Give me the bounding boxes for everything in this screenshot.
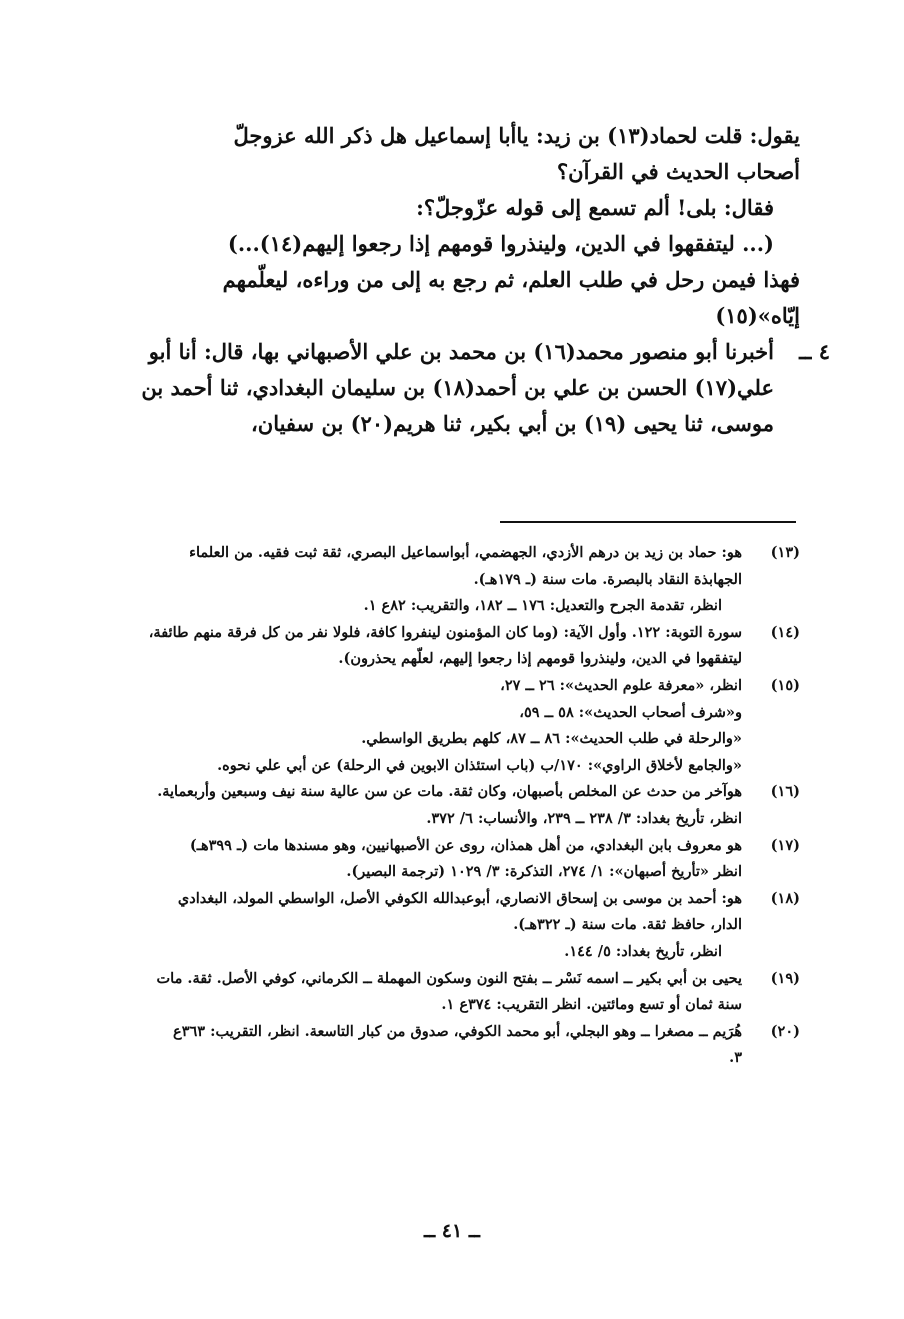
footnote-14 — [110, 620, 800, 673]
footnote-line: هو: أحمد بن موسى بن إسحاق الانصاري، أبوعبدالله الكوفي الأصل، الواسطي المولد، البغدادي — [177, 889, 742, 907]
footnote-line: «والرحلة في طلب الحديث»: ٨٦ ــ ٨٧، كلهم بطريق الواسطي. — [361, 730, 742, 748]
footnote-line: هُرَيم ــ مصغرا ــ وهو البجلي، أبو محمد الكوفي، صدوق من كبار التاسعة. انظر، التقريب: ٣٦٣ع — [173, 1022, 742, 1040]
page-number: ــ ٤١ ــ — [424, 1220, 480, 1242]
paragraph-4-line-2: إيّاه»(١٥) — [715, 303, 800, 328]
footnote-number: (١٧) — [770, 836, 800, 854]
footnote-17 — [110, 833, 800, 886]
paragraph-1-line-1: يقول: قلت لحماد(١٣) بن زيد: ياأبا إسماعيل هل ذكر الله عزوجلّ — [233, 123, 800, 148]
footnote-line: انظر، تأريخ بغداد: ٣/ ٢٣٨ ــ ٢٣٩، والأنساب: ٦/ ٣٧٢. — [426, 809, 742, 827]
footnote-line: انظر، تقدمة الجرح والتعديل: ١٧٦ ــ ١٨٢، والتقريب: ٨٢ع ١. — [363, 597, 722, 615]
paragraph-4-line-1: فهذا فيمن رحل في طلب العلم، ثم رجع به إلى من وراءه، ليعلّمهم — [222, 267, 800, 292]
item-4-line-1: أخبرنا أبو منصور محمد(١٦) بن محمد بن علي الأصبهاني بها، قال: أنا أبو — [148, 339, 774, 364]
footnote-number: (١٦) — [770, 783, 800, 801]
footnote-number: (١٩) — [770, 969, 800, 987]
footnote-line: هوآخر من حدث عن المخلص بأصبهان، وكان ثقة. مات عن سن عالية سنة نيف وسبعين وأربعماية. — [157, 783, 742, 801]
main-text — [110, 118, 830, 442]
footnote-line: انظر «تأريخ أصبهان»: ١/ ٢٧٤، التذكرة: ٣/ ١٠٢٩ (ترجمة البصير). — [346, 863, 742, 881]
footnote-13 — [110, 540, 800, 620]
footnote-number: (١٨) — [770, 889, 800, 907]
footnote-separator — [500, 521, 796, 523]
footnote-16 — [110, 779, 800, 832]
item-number: ٤ ــ — [799, 339, 830, 364]
item-4-line-2: علي(١٧) الحسن بن علي بن أحمد(١٨) بن سليمان البغدادي، ثنا أحمد بن — [141, 375, 774, 400]
item-4-line-3: موسى، ثنا يحيى (١٩) بن أبي بكير، ثنا هريم(٢٠) بن سفيان، — [251, 411, 774, 436]
paragraph-2: فقال: بلى! ألم تسمع إلى قوله عزّوجلّ؟: — [416, 195, 774, 220]
footnote-18 — [110, 886, 800, 966]
footnote-line: هو: حماد بن زيد بن درهم الأزدي، الجهضمي، أبواسماعيل البصري، ثقة ثبت فقيه. من العلماء — [189, 544, 742, 561]
footnote-line: «والجامع لأخلاق الراوي»: ١٧٠/ب (باب استئذان الابوين في الرحلة) عن أبي علي نحوه. — [217, 756, 742, 774]
footnote-15 — [110, 673, 800, 779]
footnote-line: سنة ثمان أو تسع ومائتين. انظر التقريب: ٣٧٤ع ١. — [441, 996, 742, 1014]
footnote-19 — [110, 966, 800, 1019]
footnote-line: الدار، حافظ ثقة. مات سنة (ـ ٣٢٢هـ). — [513, 916, 742, 934]
footnote-line: الجهابذة النقاد بالبصرة. مات سنة (ـ ١٧٩هـ). — [473, 570, 742, 588]
footnote-number: (٢٠) — [770, 1022, 800, 1040]
quran-verse: (... ليتفقهوا في الدين، ولينذروا قومهم إذا رجعوا إليهم(١٤)...) — [227, 231, 774, 256]
hadith-item-4 — [110, 334, 830, 442]
footnote-20 — [110, 1019, 800, 1072]
paragraph-1-line-2: أصحاب الحديث في القرآن؟ — [557, 159, 800, 184]
footnote-line: و«شرف أصحاب الحديث»: ٥٨ ــ ٥٩، — [519, 703, 742, 721]
paragraph-4 — [110, 262, 800, 334]
footnote-line: يحيى بن أبي بكير ــ اسمه نَسْر ــ بفتح النون وسكون المهملة ــ الكرماني، كوفي الأصل. ثقة. مات — [156, 969, 742, 987]
footnote-line: انظر، تأريخ بغداد: ٥/ ١٤٤. — [564, 942, 722, 960]
footnote-line: هو معروف بابن البغدادي، من أهل همذان، روى عن الأصبهانيين، وهو مسندها مات (ـ ٣٩٩هـ) — [189, 836, 742, 854]
footnote-line: ٣. — [729, 1049, 742, 1067]
paragraph-1 — [110, 118, 800, 190]
footnote-line: سورة التوبة: ١٢٢. وأول الآية: (وما كان المؤمنون لينفروا كافة، فلولا نفر من كل فرقة منهم طائفة، — [148, 623, 742, 641]
footnote-number: (١٣) — [770, 544, 800, 561]
footnote-number: (١٥) — [770, 676, 800, 694]
footnote-line: ليتفقهوا في الدين، ولينذروا قومهم إذا رجعوا إليهم، لعلّهم يحذرون). — [338, 650, 742, 668]
footnotes — [110, 540, 800, 1072]
footnote-line: انظر، «معرفة علوم الحديث»: ٢٦ ــ ٢٧، — [500, 676, 742, 694]
footnote-number: (١٤) — [770, 623, 800, 641]
